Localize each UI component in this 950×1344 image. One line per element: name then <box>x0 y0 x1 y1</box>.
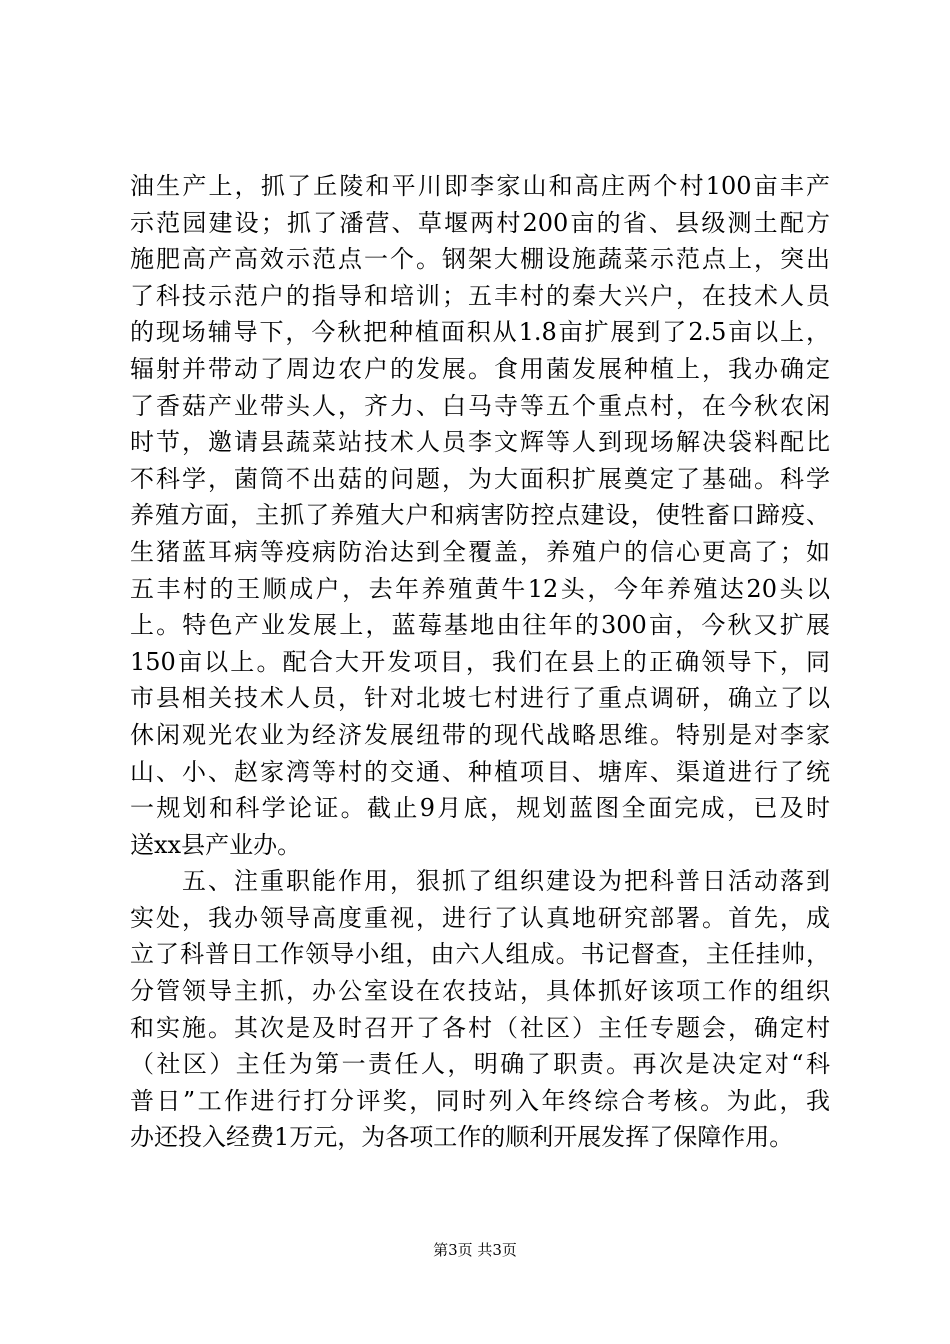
text-line: 150亩以上。配合大开发项目，我们在县上的正确领导下，同 <box>130 647 830 676</box>
text-line: 的现场辅导下，今秋把种植面积从1.8亩扩展到了2.5亩以上， <box>130 318 830 347</box>
text-line: 山、小、赵家湾等村的交通、种植项目、塘库、渠道进行了统 <box>130 757 830 786</box>
text-line: 不科学，菌筒不出菇的问题，为大面积扩展奠定了基础。科学 <box>130 464 830 493</box>
text-line: 立了科普日工作领导小组，由六人组成。书记督查，主任挂帅， <box>130 940 830 969</box>
text-line: 上。特色产业发展上，蓝莓基地由往年的300亩，今秋又扩展 <box>130 611 830 640</box>
text-line: 分管领导主抓，办公室设在农技站，具体抓好该项工作的组织 <box>130 977 830 1006</box>
text-line: 普日”工作进行打分评奖，同时列入年终综合考核。为此，我 <box>130 1086 830 1115</box>
text-line: 和实施。其次是及时召开了各村（社区）主任专题会，确定村 <box>130 1013 830 1042</box>
text-line-paragraph-end: 办还投入经费1万元，为各项工作的顺利开展发挥了保障作用。 <box>130 1123 794 1152</box>
paragraph-start-line: 五、注重职能作用，狠抓了组织建设为把科普日活动落到 <box>130 867 830 896</box>
text-line: 市县相关技术人员，针对北坡七村进行了重点调研，确立了以 <box>130 684 830 713</box>
text-line-paragraph-end: 送xx县产业办。 <box>130 830 302 859</box>
text-line: 一规划和科学论证。截止9月底，规划蓝图全面完成，已及时 <box>130 794 830 823</box>
text-line: 养殖方面，主抓了养殖大户和病害防控点建设，使牲畜口蹄疫、 <box>130 501 830 530</box>
page-footer: 第3页 共3页 <box>433 1241 517 1259</box>
text-line: 时节，邀请县蔬菜站技术人员李文辉等人到现场解决袋料配比 <box>130 428 830 457</box>
text-line: 施肥高产高效示范点一个。钢架大棚设施蔬菜示范点上，突出 <box>130 245 830 274</box>
text-line: 油生产上，抓了丘陵和平川即李家山和高庄两个村100亩丰产 <box>130 172 830 200</box>
text-line: 生猪蓝耳病等疫病防治达到全覆盖，养殖户的信心更高了；如 <box>130 537 830 566</box>
text-line: 休闲观光农业为经济发展纽带的现代战略思维。特别是对李家 <box>130 720 830 749</box>
text-line: 辐射并带动了周边农户的发展。食用菌发展种植上，我办确定 <box>130 354 830 383</box>
text-line: 了香菇产业带头人，齐力、白马寺等五个重点村，在今秋农闲 <box>130 391 830 420</box>
text-line: 实处，我办领导高度重视，进行了认真地研究部署。首先，成 <box>130 903 830 932</box>
text-line: 示范园建设；抓了潘营、草堰两村200亩的省、县级测土配方 <box>130 208 830 237</box>
text-line: （社区）主任为第一责任人，明确了职责。再次是决定对“科 <box>130 1050 830 1079</box>
text-line: 了科技示范户的指导和培训；五丰村的秦大兴户，在技术人员 <box>130 281 830 310</box>
body-text <box>130 168 830 1156</box>
text-line: 五丰村的王顺成户，去年养殖黄牛12头，今年养殖达20头以 <box>130 574 830 603</box>
